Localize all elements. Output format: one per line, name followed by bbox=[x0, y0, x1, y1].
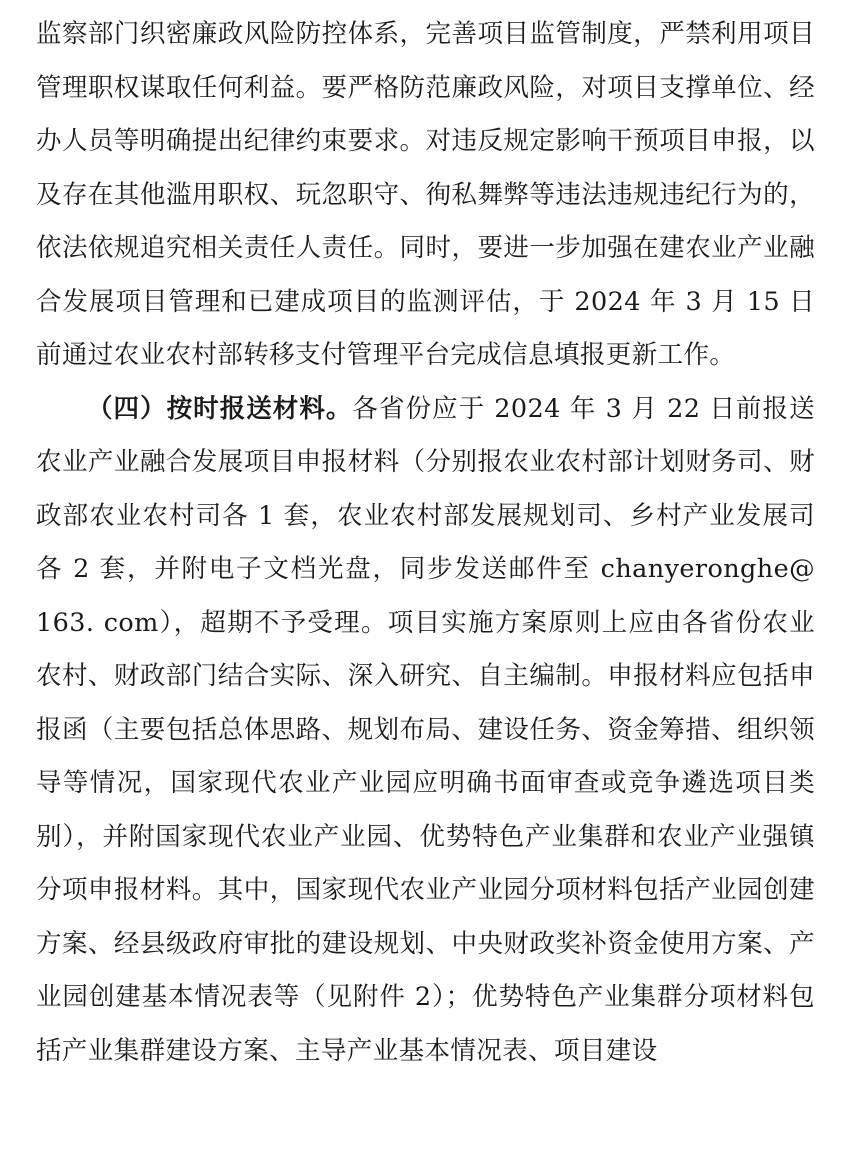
document-body bbox=[36, 8, 815, 1078]
paragraph-continued bbox=[36, 8, 815, 383]
section-body-text: 各省份应于 2024 年 3 月 22 日前报送农业产业融合发展项目申报材料（分别报农业农村部计划财务司、财政部农业农村司各 1 套，农业农村部发展规划司、乡村产业发展司各 2 套，并附电子文档光盘，同步发送邮件至 chanyeronghe@ 163. com），超期不予受理。项目实施方案原则上应由各省份农业农村、财政部门结合实际、深入研究、自主编制。申报材料应包括申报函（主要包括总体思路、规划布局、建设任务、资金筹措、组织领导等情况，国家现代农业产业园应明确书面审查或竞争遴选项目类别），并附国家现代农业产业园、优势特色产业集群和农业产业强镇分项申报材料。其中，国家现代农业产业园分项材料包括产业园创建方案、经县级政府审批的建设规划、中央财政奖补资金使用方案、产业园创建基本情况表等（见附件 2）；优势特色产业集群分项材料包括产业集群建设方案、主导产业基本情况表、项目建设 bbox=[36, 393, 815, 1066]
paragraph-text: 监察部门织密廉政风险防控体系，完善项目监管制度，严禁利用项目管理职权谋取任何利益。要严格防范廉政风险，对项目支撑单位、经办人员等明确提出纪律约束要求。对违反规定影响干预项目申报，以及存在其他滥用职权、玩忽职守、徇私舞弊等违法违规违纪行为的，依法依规追究相关责任人责任。同时，要进一步加强在建农业产业融合发展项目管理和已建成项目的监测评估，于 2024 年 3 月 15 日前通过农业农村部转移支付管理平台完成信息填报更新工作。 bbox=[36, 19, 815, 370]
section-heading-label: （四）按时报送材料。 bbox=[87, 393, 353, 424]
paragraph-section-four bbox=[36, 383, 815, 1079]
